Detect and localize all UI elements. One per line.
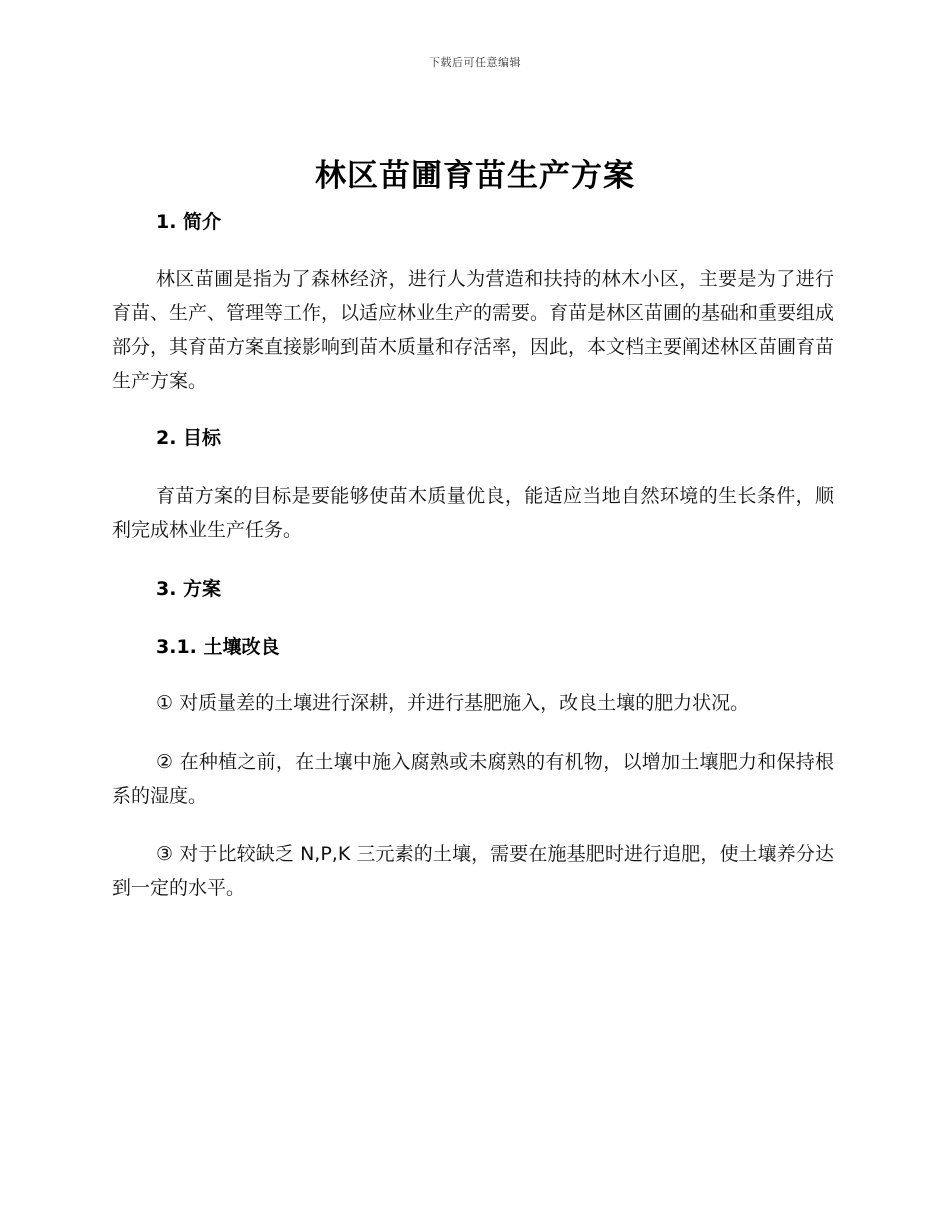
list-item: ① 对质量差的土壤进行深耕，并进行基肥施入，改良土壤的肥力状况。 <box>156 692 750 714</box>
section-heading-intro: 1. 简介 <box>156 211 222 233</box>
list-item: ③ 对于比较缺乏 N,P,K 三元素的土壤，需要在施基肥时进行追肥，使土壤养分达到一定的水平。 <box>112 843 834 899</box>
section-paragraph-goal: 育苗方案的目标是要能够使苗木质量优良，能适应当地自然环境的生长条件，顺利完成林业生产任务。 <box>112 485 834 541</box>
list-item: ② 在种植之前，在土壤中施入腐熟或未腐熟的有机物，以增加土壤肥力和保持根系的湿度。 <box>112 751 834 807</box>
section-heading-plan: 3. 方案 <box>156 578 222 600</box>
document-title: 林区苗圃育苗生产方案 <box>315 158 635 194</box>
subsection-heading-soil: 3.1. 土壤改良 <box>156 636 280 658</box>
document-body <box>112 206 834 905</box>
page-header-note: 下载后可任意编辑 <box>429 56 521 69</box>
section-heading-goal: 2. 目标 <box>156 427 222 449</box>
section-paragraph-intro: 林区苗圃是指为了森林经济，进行人为营造和扶持的林木小区，主要是为了进行育苗、生产、管理等工作，以适应林业生产的需要。育苗是林区苗圃的基础和重要组成部分，其育苗方案直接影响到苗木质量和存活率，因此，本文档主要阐述林区苗圃育苗生产方案。 <box>112 268 835 392</box>
